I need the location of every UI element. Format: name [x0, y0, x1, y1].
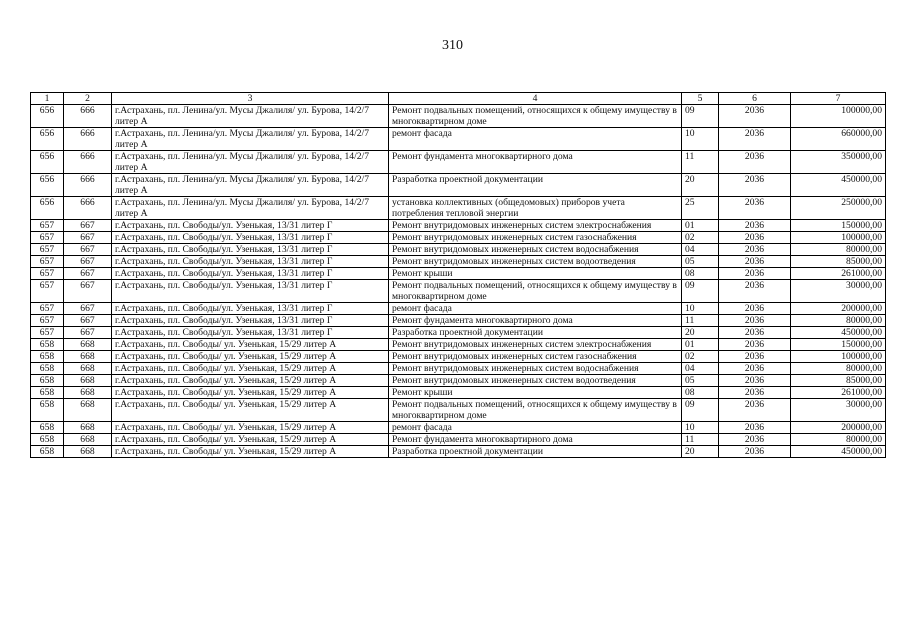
table-row [31, 220, 886, 232]
cost-cell: 85000,00 [791, 375, 886, 387]
work-type-cell: Разработка проектной документации [389, 446, 682, 458]
table-row [31, 232, 886, 244]
cost-cell: 660000,00 [791, 128, 886, 151]
work-code-cell: 04 [682, 363, 719, 375]
work-code-cell: 09 [682, 280, 719, 303]
address-cell: г.Астрахань, пл. Свободы/ ул. Узенькая, 15/29 литер А [112, 351, 389, 363]
row-number-cell: 656 [31, 174, 64, 197]
table-row [31, 375, 886, 387]
house-number-cell: 667 [64, 268, 112, 280]
row-number-cell: 657 [31, 315, 64, 327]
house-number-cell: 667 [64, 232, 112, 244]
year-cell: 2036 [719, 280, 791, 303]
work-type-cell: Ремонт подвальных помещений, относящихся к общему имуществу в многоквартирном доме [389, 105, 682, 128]
address-cell: г.Астрахань, пл. Свободы/ ул. Узенькая, 15/29 литер А [112, 446, 389, 458]
house-number-cell: 668 [64, 399, 112, 422]
work-code-cell: 04 [682, 244, 719, 256]
address-cell: г.Астрахань, пл. Свободы/ ул. Узенькая, 15/29 литер А [112, 339, 389, 351]
address-cell: г.Астрахань, пл. Ленина/ул. Мусы Джалиля/ ул. Бурова, 14/2/7 литер А [112, 151, 389, 174]
table-row [31, 256, 886, 268]
table-row [31, 197, 886, 220]
table-row [31, 244, 886, 256]
work-code-cell: 05 [682, 375, 719, 387]
house-number-cell: 667 [64, 327, 112, 339]
address-cell: г.Астрахань, пл. Свободы/ул. Узенькая, 13/31 литер Г [112, 327, 389, 339]
cost-cell: 450000,00 [791, 327, 886, 339]
year-cell: 2036 [719, 351, 791, 363]
year-cell: 2036 [719, 434, 791, 446]
page-number: 310 [442, 38, 463, 53]
cost-cell: 100000,00 [791, 232, 886, 244]
house-number-cell: 666 [64, 174, 112, 197]
work-code-cell: 20 [682, 174, 719, 197]
year-cell: 2036 [719, 151, 791, 174]
year-cell: 2036 [719, 128, 791, 151]
year-cell: 2036 [719, 105, 791, 128]
table-row [31, 315, 886, 327]
address-cell: г.Астрахань, пл. Свободы/ул. Узенькая, 13/31 литер Г [112, 280, 389, 303]
work-code-cell: 11 [682, 434, 719, 446]
cost-cell: 100000,00 [791, 351, 886, 363]
row-number-cell: 657 [31, 220, 64, 232]
table-row [31, 351, 886, 363]
column-header-4: 4 [389, 93, 682, 105]
table-body [31, 105, 886, 458]
year-cell: 2036 [719, 375, 791, 387]
house-number-cell: 667 [64, 256, 112, 268]
table-row [31, 105, 886, 128]
house-number-cell: 668 [64, 422, 112, 434]
row-number-cell: 658 [31, 434, 64, 446]
address-cell: г.Астрахань, пл. Ленина/ул. Мусы Джалиля/ ул. Бурова, 14/2/7 литер А [112, 105, 389, 128]
work-type-cell: Ремонт подвальных помещений, относящихся к общему имуществу в многоквартирном доме [389, 399, 682, 422]
work-type-cell: Ремонт крыши [389, 387, 682, 399]
work-type-cell: Ремонт внутридомовых инженерных систем газоснабжения [389, 232, 682, 244]
cost-cell: 200000,00 [791, 422, 886, 434]
cost-cell: 261000,00 [791, 268, 886, 280]
year-cell: 2036 [719, 399, 791, 422]
cost-cell: 80000,00 [791, 434, 886, 446]
house-number-cell: 666 [64, 128, 112, 151]
house-number-cell: 667 [64, 315, 112, 327]
table-row [31, 434, 886, 446]
cost-cell: 200000,00 [791, 303, 886, 315]
address-cell: г.Астрахань, пл. Свободы/ул. Узенькая, 13/31 литер Г [112, 303, 389, 315]
year-cell: 2036 [719, 244, 791, 256]
house-number-cell: 668 [64, 339, 112, 351]
cost-cell: 100000,00 [791, 105, 886, 128]
table-row [31, 303, 886, 315]
address-cell: г.Астрахань, пл. Свободы/ул. Узенькая, 13/31 литер Г [112, 315, 389, 327]
work-type-cell: Ремонт внутридомовых инженерных систем водоснабжения [389, 363, 682, 375]
work-type-cell: Ремонт внутридомовых инженерных систем водоотведения [389, 256, 682, 268]
year-cell: 2036 [719, 339, 791, 351]
work-code-cell: 10 [682, 422, 719, 434]
house-number-cell: 666 [64, 105, 112, 128]
work-code-cell: 01 [682, 339, 719, 351]
house-number-cell: 667 [64, 244, 112, 256]
work-code-cell: 05 [682, 256, 719, 268]
row-number-cell: 656 [31, 151, 64, 174]
cost-cell: 450000,00 [791, 446, 886, 458]
address-cell: г.Астрахань, пл. Ленина/ул. Мусы Джалиля/ ул. Бурова, 14/2/7 литер А [112, 128, 389, 151]
row-number-cell: 657 [31, 232, 64, 244]
row-number-cell: 658 [31, 387, 64, 399]
house-number-cell: 666 [64, 151, 112, 174]
work-code-cell: 02 [682, 351, 719, 363]
row-number-cell: 658 [31, 339, 64, 351]
row-number-cell: 657 [31, 244, 64, 256]
table-row [31, 128, 886, 151]
row-number-cell: 657 [31, 327, 64, 339]
year-cell: 2036 [719, 303, 791, 315]
work-code-cell: 09 [682, 399, 719, 422]
work-code-cell: 02 [682, 232, 719, 244]
column-header-6: 6 [719, 93, 791, 105]
table-row [31, 399, 886, 422]
address-cell: г.Астрахань, пл. Свободы/ул. Узенькая, 13/31 литер Г [112, 268, 389, 280]
work-code-cell: 20 [682, 446, 719, 458]
work-code-cell: 09 [682, 105, 719, 128]
work-code-cell: 10 [682, 128, 719, 151]
table-row [31, 174, 886, 197]
work-type-cell: ремонт фасада [389, 422, 682, 434]
table-row [31, 446, 886, 458]
year-cell: 2036 [719, 197, 791, 220]
work-code-cell: 25 [682, 197, 719, 220]
work-type-cell: установка коллективных (общедомовых) приборов учета потребления тепловой энергии [389, 197, 682, 220]
year-cell: 2036 [719, 174, 791, 197]
table-row [31, 363, 886, 375]
table-row [31, 280, 886, 303]
cost-cell: 450000,00 [791, 174, 886, 197]
year-cell: 2036 [719, 422, 791, 434]
table-row [31, 327, 886, 339]
row-number-cell: 658 [31, 399, 64, 422]
cost-cell: 80000,00 [791, 244, 886, 256]
house-number-cell: 667 [64, 220, 112, 232]
address-cell: г.Астрахань, пл. Ленина/ул. Мусы Джалиля/ ул. Бурова, 14/2/7 литер А [112, 174, 389, 197]
work-type-cell: ремонт фасада [389, 128, 682, 151]
work-code-cell: 01 [682, 220, 719, 232]
address-cell: г.Астрахань, пл. Ленина/ул. Мусы Джалиля/ ул. Бурова, 14/2/7 литер А [112, 197, 389, 220]
row-number-cell: 657 [31, 280, 64, 303]
address-cell: г.Астрахань, пл. Свободы/ ул. Узенькая, 15/29 литер А [112, 422, 389, 434]
table-row [31, 422, 886, 434]
cost-cell: 150000,00 [791, 339, 886, 351]
house-number-cell: 668 [64, 363, 112, 375]
work-code-cell: 10 [682, 303, 719, 315]
row-number-cell: 658 [31, 375, 64, 387]
cost-cell: 350000,00 [791, 151, 886, 174]
table-row [31, 151, 886, 174]
column-header-7: 7 [791, 93, 886, 105]
work-type-cell: Ремонт внутридомовых инженерных систем электроснабжения [389, 339, 682, 351]
row-number-cell: 657 [31, 268, 64, 280]
work-type-cell: Разработка проектной документации [389, 327, 682, 339]
row-number-cell: 657 [31, 303, 64, 315]
cost-cell: 80000,00 [791, 315, 886, 327]
column-header-3: 3 [112, 93, 389, 105]
row-number-cell: 656 [31, 128, 64, 151]
cost-cell: 261000,00 [791, 387, 886, 399]
address-cell: г.Астрахань, пл. Свободы/ул. Узенькая, 13/31 литер Г [112, 232, 389, 244]
house-number-cell: 668 [64, 434, 112, 446]
cost-cell: 85000,00 [791, 256, 886, 268]
year-cell: 2036 [719, 363, 791, 375]
work-type-cell: Ремонт внутридомовых инженерных систем водоотведения [389, 375, 682, 387]
work-type-cell: Ремонт фундамента многоквартирного дома [389, 434, 682, 446]
work-code-cell: 11 [682, 315, 719, 327]
table-row [31, 387, 886, 399]
work-type-cell: Ремонт подвальных помещений, относящихся к общему имуществу в многоквартирном доме [389, 280, 682, 303]
cost-cell: 30000,00 [791, 399, 886, 422]
work-type-cell: Ремонт фундамента многоквартирного дома [389, 151, 682, 174]
row-number-cell: 657 [31, 256, 64, 268]
year-cell: 2036 [719, 446, 791, 458]
year-cell: 2036 [719, 232, 791, 244]
work-type-cell: Ремонт внутридомовых инженерных систем электроснабжения [389, 220, 682, 232]
year-cell: 2036 [719, 256, 791, 268]
address-cell: г.Астрахань, пл. Свободы/ ул. Узенькая, 15/29 литер А [112, 434, 389, 446]
year-cell: 2036 [719, 327, 791, 339]
cost-cell: 30000,00 [791, 280, 886, 303]
work-code-cell: 20 [682, 327, 719, 339]
row-number-cell: 658 [31, 422, 64, 434]
work-code-cell: 08 [682, 268, 719, 280]
house-number-cell: 667 [64, 303, 112, 315]
row-number-cell: 656 [31, 197, 64, 220]
work-code-cell: 08 [682, 387, 719, 399]
work-type-cell: Ремонт крыши [389, 268, 682, 280]
table-row [31, 339, 886, 351]
work-type-cell: ремонт фасада [389, 303, 682, 315]
house-number-cell: 666 [64, 197, 112, 220]
house-number-cell: 668 [64, 351, 112, 363]
row-number-cell: 658 [31, 446, 64, 458]
address-cell: г.Астрахань, пл. Свободы/ул. Узенькая, 13/31 литер Г [112, 220, 389, 232]
table-row [31, 268, 886, 280]
cost-cell: 250000,00 [791, 197, 886, 220]
address-cell: г.Астрахань, пл. Свободы/ ул. Узенькая, 15/29 литер А [112, 387, 389, 399]
row-number-cell: 656 [31, 105, 64, 128]
address-cell: г.Астрахань, пл. Свободы/ ул. Узенькая, 15/29 литер А [112, 375, 389, 387]
year-cell: 2036 [719, 268, 791, 280]
address-cell: г.Астрахань, пл. Свободы/ ул. Узенькая, 15/29 литер А [112, 399, 389, 422]
cost-cell: 150000,00 [791, 220, 886, 232]
house-number-cell: 667 [64, 280, 112, 303]
year-cell: 2036 [719, 315, 791, 327]
house-number-cell: 668 [64, 387, 112, 399]
table-header-row [31, 93, 886, 105]
row-number-cell: 658 [31, 351, 64, 363]
house-number-cell: 668 [64, 446, 112, 458]
address-cell: г.Астрахань, пл. Свободы/ул. Узенькая, 13/31 литер Г [112, 244, 389, 256]
work-type-cell: Ремонт внутридомовых инженерных систем газоснабжения [389, 351, 682, 363]
column-header-2: 2 [64, 93, 112, 105]
year-cell: 2036 [719, 220, 791, 232]
address-cell: г.Астрахань, пл. Свободы/ ул. Узенькая, 15/29 литер А [112, 363, 389, 375]
cost-cell: 80000,00 [791, 363, 886, 375]
work-type-cell: Ремонт внутридомовых инженерных систем водоснабжения [389, 244, 682, 256]
house-number-cell: 668 [64, 375, 112, 387]
work-type-cell: Разработка проектной документации [389, 174, 682, 197]
address-cell: г.Астрахань, пл. Свободы/ул. Узенькая, 13/31 литер Г [112, 256, 389, 268]
column-header-1: 1 [31, 93, 64, 105]
work-type-cell: Ремонт фундамента многоквартирного дома [389, 315, 682, 327]
year-cell: 2036 [719, 387, 791, 399]
row-number-cell: 658 [31, 363, 64, 375]
column-header-5: 5 [682, 93, 719, 105]
repair-schedule-table [30, 92, 886, 458]
work-code-cell: 11 [682, 151, 719, 174]
